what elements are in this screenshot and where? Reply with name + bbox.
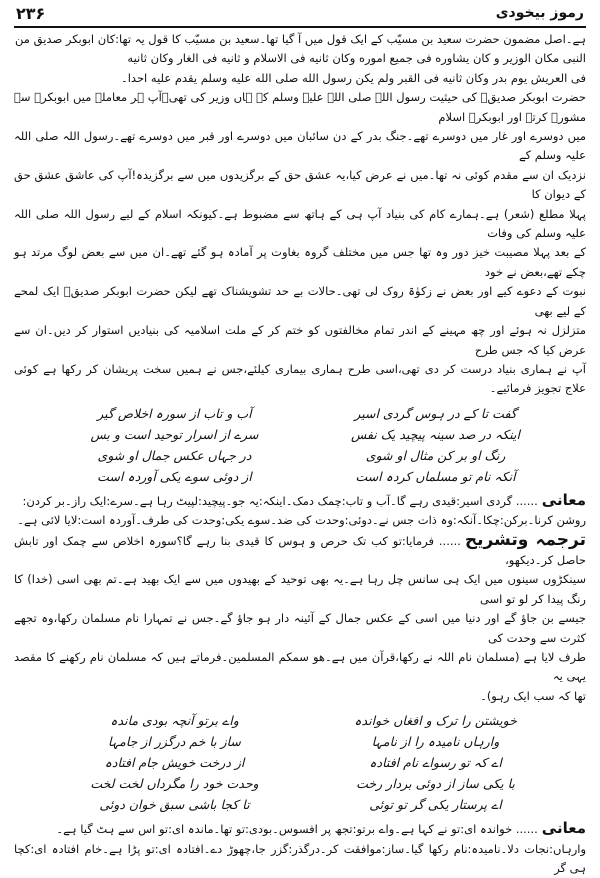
text-line: متزلزل نہ ہوئے اور چھ مہینے کے اندر تمام مخالفتوں کو ختم کر کے ملت اسلامیہ کی بنیادیں استوار کر دیں۔ان سے عرض کیا کہ جس طرح [14, 323, 586, 357]
verse-couplet [54, 752, 556, 773]
verse-hemistich: در جہاں عکس جمال او شوی [97, 447, 252, 463]
verse-hemistich: تا کجا باشی سبق خوان دوئی [99, 797, 250, 813]
arabic-quote-line: النبى مكان الوزير و كان يشاوره فى جميع اموره وكان ثانيه فى الاسلام و ثانيه فى الغار وكان ثانيه [127, 51, 586, 66]
text-line: نزدیک ان سے مقدم کوئی نہ تھا۔میں نے عرض کیا،یہ عشق حق کے برگزیدوں میں سے برگزیدہ!آپ کی عاشق عشق حق کے دیوان کا [14, 167, 586, 202]
glossary-label: معانی [541, 819, 586, 838]
text-line: میں دوسرے اور غار میں دوسرے تھے۔جنگ بدر کے دن سائبان میں دوسرے اور قبر میں دوسرے تھے۔رسول اللہ صلی اللہ علیہ وسلم کے [14, 129, 586, 163]
text-line: کے بعد پہلا مصیبت خیز دور وہ تھا جس میں مختلف گروہ بغاوت پر آمادہ ہو گئے تھے۔ان میں سے بعض لوگ مرتد ہو چکے تھے،بعض نے خود [14, 245, 586, 279]
verse-couplet [54, 403, 556, 424]
verse-hemistich: اے پرستار یکی گر تو توئی [369, 797, 502, 813]
glossary-line: روشن کرنا۔برکن:چکا۔آنکہ:وہ ذات جس نے۔دوئی:وحدت کی ضد۔سوے یکی:وحدت کی طرف۔آوردہ است:لایا لائی ہے۔ [17, 513, 586, 528]
page-header [14, 4, 586, 28]
page-body [14, 30, 587, 875]
running-title: رموز بیخودی [495, 5, 584, 21]
verse-couplet [54, 710, 556, 731]
glossary-section-2 [14, 819, 586, 878]
paragraph-intro [14, 30, 586, 399]
verse-hemistich: واے برتو آنچہ بودی ماندہ [110, 713, 239, 729]
glossary-line [14, 491, 586, 511]
translation-line: سینکڑوں سینوں میں ایک ہی سانس چل رہا ہے۔یہ بھی توحید کے بھیدوں میں سے ایک بھید ہے۔تم بھی اسی (خدا) کا رنگ پیدا کر لو تو اسی [14, 572, 586, 606]
text-line: پہلا مطلع (شعر) ہے۔ہمارے کام کی بنیاد آپ ہی کے ہاتھ سے مضبوط ہے۔کیونکہ اسلام کے لیے رسول اللہ صلی اللہ علیہ وسلم کی وفات [14, 206, 586, 241]
verse-couplet [54, 731, 556, 752]
verse-couplet [54, 466, 556, 487]
translation-line: جیسے بن جاؤ گے اور دنیا میں اسی کے عکس جمال کے آئینہ دار ہو جاؤ گے۔جس نے تمہارا نام مسلمان رکھا،وہ تجھے کثرت سے وحدت کی [14, 611, 586, 645]
verse-hemistich: خویشتن را ترک و افغاں خواندہ [354, 713, 517, 729]
label-dots: ...... [438, 533, 461, 548]
verse-hemistich: رنگ او بر کن مثال او شوی [365, 447, 506, 463]
verse-hemistich: وحدت خود را مگرداں لخت لخت [90, 776, 259, 792]
glossary-text: گردی اسیر:قیدی رہے گا۔آب و تاب:چمک دمک۔اینکہ:یہ جو۔پیچید:لپیٹ رہا ہے۔سرے:ایک راز۔بر کردن: [22, 493, 513, 508]
persian-verses-1 [54, 403, 556, 487]
verse-hemistich: وارہاں نامیدہ را از نامہا [371, 734, 500, 750]
text-line: آپ نے ہماری بنیاد درست کر دی تھی،اسی طرح ہماری بیماری کیلئے،جس نے ہمیں سخت پریشان کر رکھا ہے کوئی علاج تجویز فرمائیے۔ [14, 361, 586, 396]
persian-verses-2 [54, 710, 556, 815]
verse-couplet [54, 773, 556, 794]
verse-couplet [54, 424, 556, 445]
verse-couplet [54, 794, 556, 815]
verse-hemistich: آنکہ نام تو مسلماں کردہ است [355, 468, 516, 484]
verse-hemistich: اے کہ تو رسواے نام افتادہ [369, 755, 502, 771]
translation-line: طرف لایا ہے (مسلمان نام اللہ نے رکھا،قرآن میں ہے۔هو سمكم المسلمين۔فرماتے ہیں کہ مسلمان نام رکھنے کا مقصد یہی یہ [14, 649, 586, 684]
label-dots: ...... [515, 822, 538, 837]
glossary-section-1 [14, 491, 586, 531]
translation-label: ترجمہ وتشریح [464, 529, 587, 550]
glossary-label: معانی [541, 490, 586, 509]
translation-line: تھا کہ سب ایک رہو)۔ [480, 688, 586, 703]
glossary-line [14, 819, 586, 839]
verse-hemistich: با یکی ساز از دوئی بردار رخت [356, 776, 515, 792]
translation-line [14, 531, 586, 571]
verse-hemistich: سرے از اسرار توحید است و بس [90, 426, 259, 442]
verse-hemistich: از درخت خویش جام افتادہ [104, 755, 245, 771]
verse-hemistich: ساز با خم درگزر از جامہا [108, 734, 241, 750]
verse-couplet [54, 445, 556, 466]
verse-hemistich: گفت تا کے در ہوس گردی اسیر [354, 405, 517, 421]
text-line: حضرت ابوبکر صدیقؓ کی حیثیت رسول اللہ صلی اللہ علیہ وسلم کے ہاں وزیر کی تھی۔آپ ہر معاملے میں ابوبکرؓ سے مشورہ کرتے اور ابوبکرؓ اسلام [14, 90, 586, 124]
verse-hemistich: از دوئی سوے یکی آوردہ است [97, 468, 252, 484]
arabic-quote-line: فى العريش يوم بدر وكان ثانيه فى القبر ولم يكن رسول الله صلى الله عليه وسلم يقدم عليه احدا۔ [120, 70, 586, 85]
verse-hemistich: اینکہ در صد سینہ پیچید یک نفس [351, 426, 521, 442]
page-number: ۲۳۶ [16, 4, 46, 23]
text-line: نبوت کے دعوے کیے اور بعض نے زکوٰۃ روک لی تھی۔حالات بے حد تشویشناک تھے لیکن حضرت ابوبکر صدیقؓ ایک لمحے کے لیے بھی [14, 284, 586, 318]
label-dots: ...... [515, 493, 538, 508]
translation-text: فرمایا:تو کب تک حرص و ہوس کا قیدی بنا رہے گا؟سورہ اخلاص سے چمک اور تابش حاصل کر۔دیکھو، [14, 533, 586, 567]
glossary-line: وارہاں:نجات دلا۔نامیدہ:نام رکھا گیا۔ساز:موافقت کر۔درگذر:گزر جا،چھوڑ دے۔افتادہ ای:تو پڑا ہے۔خام افتادہ ای:کچا ہی گر [14, 841, 586, 875]
verse-hemistich: آب و تاب از سورہ اخلاص گیر [97, 405, 252, 421]
glossary-text: خواندہ ای:تو نے کہا ہے۔واے برتو:تجھ پر افسوس۔بودی:تو تھا۔ماندہ ای:تو اس سے ہٹ گیا ہے۔ [56, 822, 513, 837]
translation-section [14, 531, 586, 707]
text-line: ہے۔اصل مضمون حضرت سعید بن مسیّب کے ایک قول میں آ گیا تھا۔سعید بن مسیّب کا قول یہ تھا:كان ابوبكر صديق من [15, 32, 586, 46]
